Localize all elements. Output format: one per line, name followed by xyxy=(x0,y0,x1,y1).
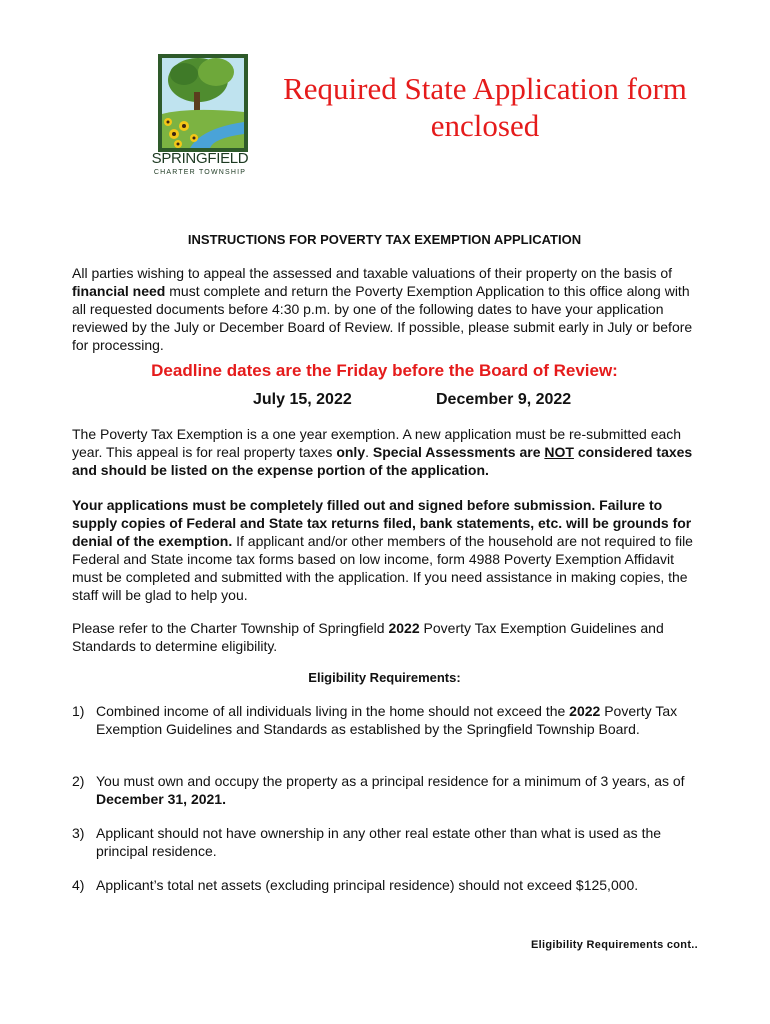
refer-bold-year: 2022 xyxy=(388,620,420,636)
item-text: Applicant’s total net assets (excluding principal residence) should not exceed $125,000. xyxy=(96,877,639,893)
deadline-date-july: July 15, 2022 xyxy=(253,391,352,408)
applications-paragraph xyxy=(72,496,702,604)
refer-paragraph xyxy=(72,619,702,655)
refer-text-2: Poverty Tax Exemption Guidelines and Standards to determine eligibility. xyxy=(72,620,664,654)
exemption-bold-special: Special Assessments are xyxy=(372,444,545,460)
eligibility-item xyxy=(72,824,702,860)
eligibility-item xyxy=(72,702,702,738)
logo-township-name: SPRINGFIELD xyxy=(151,150,249,167)
item-text: Combined income of all individuals living in the home should not exceed the xyxy=(96,703,570,719)
exemption-bold-considered: considered taxes and should be listed on the expense portion of the application. xyxy=(72,444,693,478)
logo-township-subtitle: CHARTER TOWNSHIP xyxy=(153,169,247,176)
exemption-bold-not: NOT xyxy=(544,444,574,460)
applications-text: If applicant and/or other members of the household are not required to file Federal and State income tax forms based on low income, form 4988 Poverty Exemption Affidavit must be completed and submitted with the application. If you need assistance in making copies, the staff will be glad to help you. xyxy=(72,533,693,603)
document-title: INSTRUCTIONS FOR POVERTY TAX EXEMPTION APPLICATION xyxy=(187,232,582,247)
exemption-paragraph xyxy=(72,425,702,479)
item-text-end: Poverty Tax Exemption Guidelines and Standards as established by the Springfield Township Board. xyxy=(96,703,678,737)
intro-text-1: All parties wishing to appeal the assessed and taxable valuations of their property on the basis of xyxy=(72,265,673,281)
deadline-heading: Deadline dates are the Friday before the Board of Review: xyxy=(151,361,618,380)
item-number: 1) xyxy=(72,703,85,719)
applications-bold-text: Your applications must be completely filled out and signed before submission. Failure to supply copies of Federal and State tax returns filed, bank statements, etc. will be grounds for denial of the exemption. xyxy=(72,497,692,549)
eligibility-item xyxy=(72,876,702,894)
exemption-text-2: . xyxy=(365,444,373,460)
eligibility-item xyxy=(72,772,702,808)
intro-bold-financial-need: financial need xyxy=(72,283,166,299)
item-text: Applicant should not have ownership in any other real estate other than what is used as the principal residence. xyxy=(96,825,662,859)
required-form-notice: Required State Application form enclosed xyxy=(283,71,687,143)
exemption-bold-only: only xyxy=(336,444,366,460)
intro-paragraph xyxy=(72,264,702,354)
item-number: 4) xyxy=(72,877,85,893)
item-number: 3) xyxy=(72,825,85,841)
intro-text-2: must complete and return the Poverty Exemption Application to this office along with all requested documents before 4:30 p.m. by one of the following dates to have your application reviewed by the July or December Board of Review. If possible, please submit early in July or before for processing. xyxy=(72,283,693,353)
eligibility-heading: Eligibility Requirements: xyxy=(308,670,461,685)
continued-footer: Eligibility Requirements cont.. xyxy=(531,939,698,951)
exemption-text-1: The Poverty Tax Exemption is a one year exemption. A new application must be re-submitted each year. This appeal is for real property taxes xyxy=(72,426,682,460)
item-text: You must own and occupy the property as a principal residence for a minimum of 3 years, as of xyxy=(96,773,685,789)
item-bold: 2022 xyxy=(569,703,601,719)
item-number: 2) xyxy=(72,773,85,789)
deadline-date-december: December 9, 2022 xyxy=(436,391,572,408)
item-bold: December 31, 2021. xyxy=(96,791,226,807)
refer-text-1: Please refer to the Charter Township of Springfield xyxy=(72,620,389,636)
